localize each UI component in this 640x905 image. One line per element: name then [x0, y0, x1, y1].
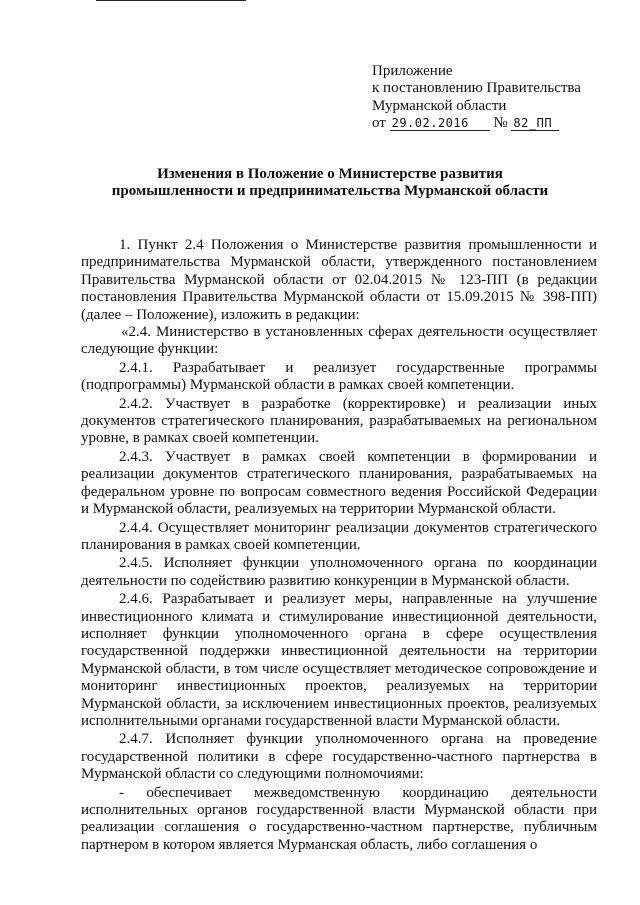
paragraph-2-4-5: 2.4.5. Исполняет функции уполномоченного органа по координации деятельности по содействию развитию конкуренции в Мурманской области.: [81, 555, 597, 589]
paragraph-dash-item: - обеспечивает межведомственную координацию деятельности исполнительных органов государственной власти Мурманской области при реализации соглашения о государственно-частном партнерстве, публичным партнером в котором является Мурманская область, либо соглашения о: [81, 784, 597, 853]
title-line-1: Изменения в Положение о Министерстве развития: [157, 166, 503, 182]
title-line-2: промышленности и предпринимательства Мурманской области: [111, 183, 549, 200]
number-prefix: №: [493, 115, 508, 132]
paragraph-1: 1. Пункт 2.4 Положения о Министерстве развития промышленности и предпринимательства Мурманской области, утвержденного постановлением Правительства Мурманской области от 02.04.2015 № 123-ПП (в редакции постановления Правительства Мурманской области от 15.09.2015 № 398-ПП) (далее – Положение), изложить в редакции:: [81, 237, 597, 323]
annex-line-1: Приложение: [372, 63, 453, 79]
annex-line-2: к постановлению Правительства: [372, 80, 581, 97]
annex-line-3: Мурманской области: [372, 97, 507, 114]
document-body: [81, 237, 597, 854]
paragraph-2-4-1: 2.4.1. Разрабатывает и реализует государственные программы (подпрограммы) Мурманской области в рамках своей компетенции.: [81, 359, 597, 394]
annex-date-line: [372, 115, 622, 132]
date-prefix: от: [372, 115, 386, 132]
paragraph-2-4-2: 2.4.2. Участвует в разработке (корректировке) и реализации иных документов стратегического планирования, разрабатываемых на региональном уровне, в рамках своей компетенции.: [81, 395, 597, 447]
annex-block: [372, 63, 622, 133]
top-rule: [96, 0, 246, 1]
paragraph-2: «2.4. Министерство в установленных сферах деятельности осуществляет следующие функции:: [81, 324, 597, 358]
paragraph-2-4-7: 2.4.7. Исполняет функции уполномоченного органа на проведение государственной политики в сфере государственно-частного партнерства в Мурманской области со следующими полномочиями:: [81, 731, 597, 783]
document-title: [90, 166, 570, 201]
number-value: 82_ПП: [511, 116, 559, 131]
paragraph-2-4-4: 2.4.4. Осуществляет мониторинг реализации документов стратегического планирования в рамках своей компетенции.: [81, 519, 597, 553]
date-value: 29.02.2016: [390, 116, 490, 131]
paragraph-2-4-6: 2.4.6. Разрабатывает и реализует меры, направленные на улучшение инвестиционного климата и стимулирование инвестиционной деятельности, исполняет функции уполномоченного органа в сфере осуществления государственной поддержки инвестиционной деятельности на территории Мурманской области, в том числе осуществляет методическое сопровождение и мониторинг инвестиционных проектов, реализуемых на территории Мурманской области, за исключением инвестиционных проектов, реализуемых исполнительными органами государственной власти Мурманской области.: [81, 591, 597, 729]
paragraph-2-4-3: 2.4.3. Участвует в рамках своей компетенции в формировании и реализации документов стратегического планирования, разрабатываемых на федеральном уровне по вопросам совместного ведения Российской Федерации и Мурманской области, реализуемых на территории Мурманской области.: [81, 448, 597, 518]
